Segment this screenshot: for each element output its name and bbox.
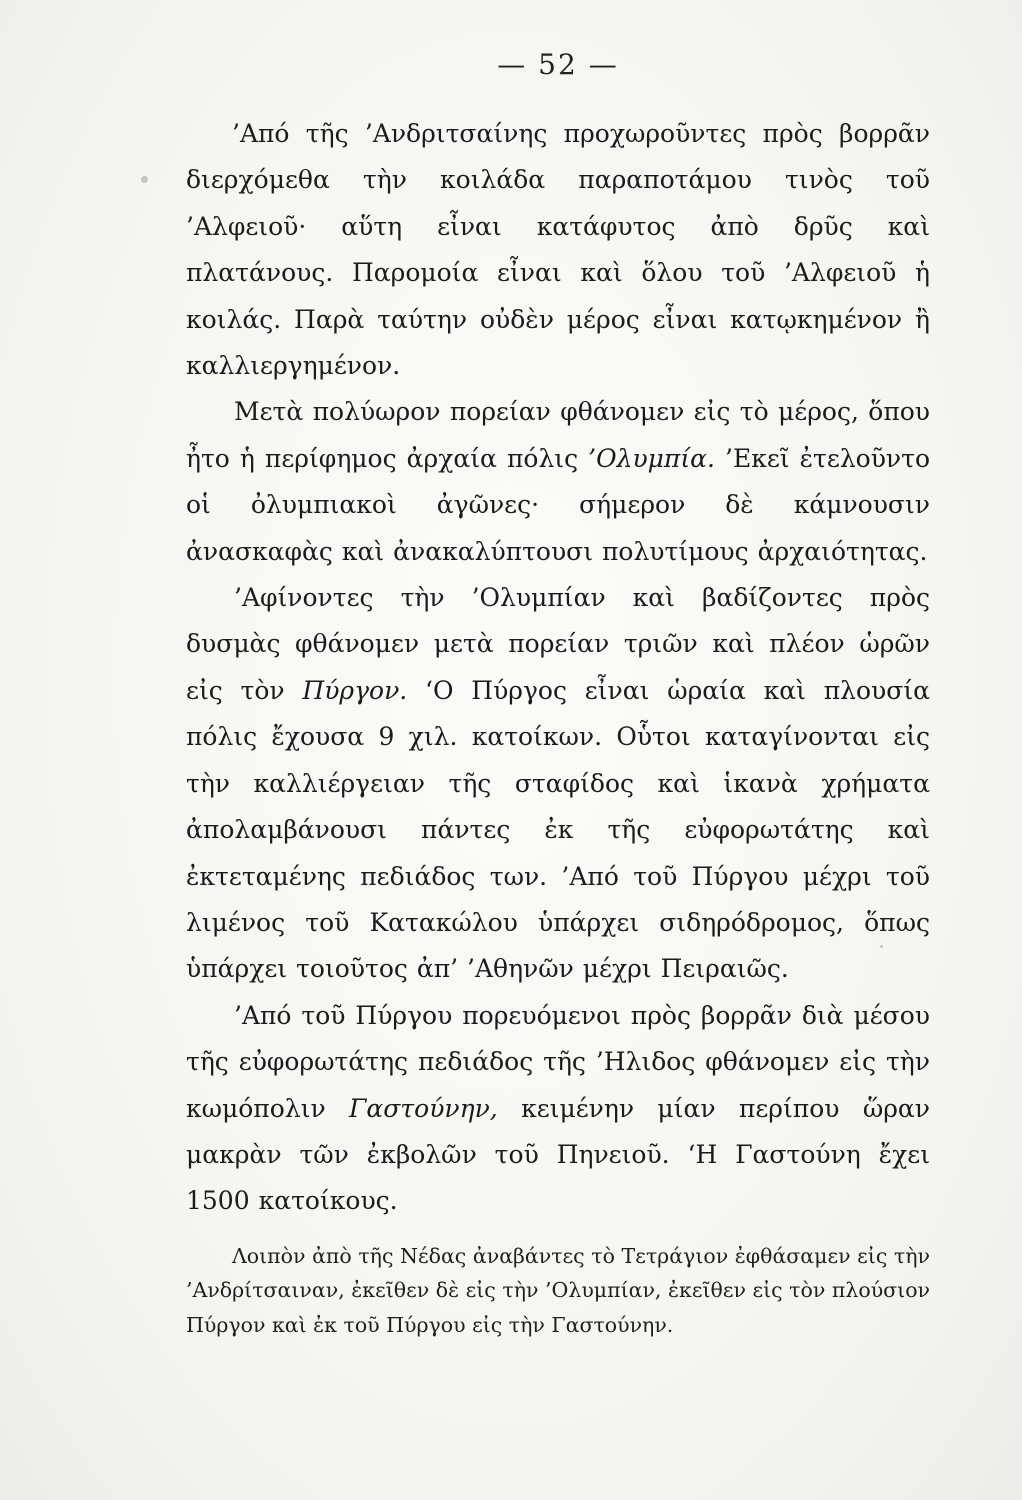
- paragraph-andritsaina: ’Από τῆς ’Ανδριτσαίνης προχωροῦντες πρὸς βορρᾶν διερχόμεθα τὴν κοιλάδα παραποτάμου τινὸς τοῦ ’Αλφειοῦ· αὕτη εἶναι κατάφυτος ἀπὸ δρῦς καὶ πλατάνους. Παρομοία εἶναι καὶ ὅλου τοῦ ’Αλφειοῦ ἡ κοιλάς. Παρὰ ταύτην οὐδὲν μέρος εἶναι κατῳκημένον ἢ καλλιεργημένον.: [186, 119, 930, 381]
- paragraph-olympia: [186, 389, 930, 575]
- paragraph-pyrgos: [186, 575, 930, 993]
- paragraph-text: ‘Ο Πύργος εἶναι ὡραία καὶ πλουσία πόλις ἔχουσα 9 χιλ. κατοίκων. Οὗτοι καταγίνονται εἰς τὴν καλλιέργειαν τῆς σταφίδος καὶ ἱκανὰ χρήματα ἀπολαμβάνουσι πάντες ἐκ τῆς εὐφορωτάτης καὶ ἐκτεταμένης πεδιάδος των. ’Από τοῦ Πύργου μέχρι τοῦ λιμένος τοῦ Κατακώλου ὑπάρχει σιδηρόδρομος, ὅπως ὑπάρχει τοιοῦτος ἀπ’ ’Αθηνῶν μέχρι Πειραιῶς.: [186, 675, 931, 984]
- summary-note: Λοιπὸν ἀπὸ τῆς Νέδας ἀναβάντες τὸ Τετράγιον ἐφθάσαμεν εἰς τὴν ’Ανδρίτσαιναν, ἐκεῖθεν δὲ εἰς τὴν ’Ολυμπίαν, ἐκεῖθεν εἰς τὸν πλούσιον Πύργον καὶ ἐκ τοῦ Πύργου εἰς τὴν Γαστούνην.: [186, 1243, 930, 1337]
- paper-speck: [141, 176, 148, 183]
- paragraph-text: κειμένην μίαν περίπου ὥραν μακρὰν τῶν ἐκβολῶν τοῦ Πηνειοῦ. ‘Η Γαστούνη ἔχει 1500 κατοίκους.: [186, 1093, 930, 1216]
- paragraph-text: ’Εκεῖ ἐτελοῦντο οἱ ὀλυμπιακοὶ ἀγῶνες· σήμερον δὲ κάμνουσιν ἀνασκαφὰς καὶ ἀνακαλύπτουσι πολυτίμους ἀρχαιότητας.: [186, 443, 930, 566]
- place-name-emphasis: Πύργον.: [302, 675, 408, 705]
- paragraph-gastouni: [186, 993, 930, 1225]
- paragraph-text: ’Αφίνοντες τὴν ’Ολυμπίαν καὶ βαδίζοντες πρὸς δυσμὰς φθάνομεν μετὰ πορείαν τριῶν καὶ πλέον ὡρῶν εἰς τὸν: [186, 583, 930, 705]
- page-number: — 52 —: [497, 48, 619, 81]
- place-name-emphasis: ’Ολυμπία.: [588, 443, 715, 473]
- place-name-emphasis: Γαστούνην,: [349, 1093, 498, 1123]
- page-content: [186, 48, 930, 1363]
- paragraph-text: Μετὰ πολύωρον πορείαν φθάνομεν εἰς τὸ μέρος, ὅπου ἦτο ἡ περίφημος ἀρχαία πόλις: [186, 397, 930, 473]
- paragraph-text: ’Από τοῦ Πύργου πορευόμενοι πρὸς βορρᾶν διὰ μέσου τῆς εὐφορωτάτης πεδιάδος τῆς ’Ηλιδος φθάνομεν εἰς τὴν κωμόπολιν: [186, 1000, 930, 1123]
